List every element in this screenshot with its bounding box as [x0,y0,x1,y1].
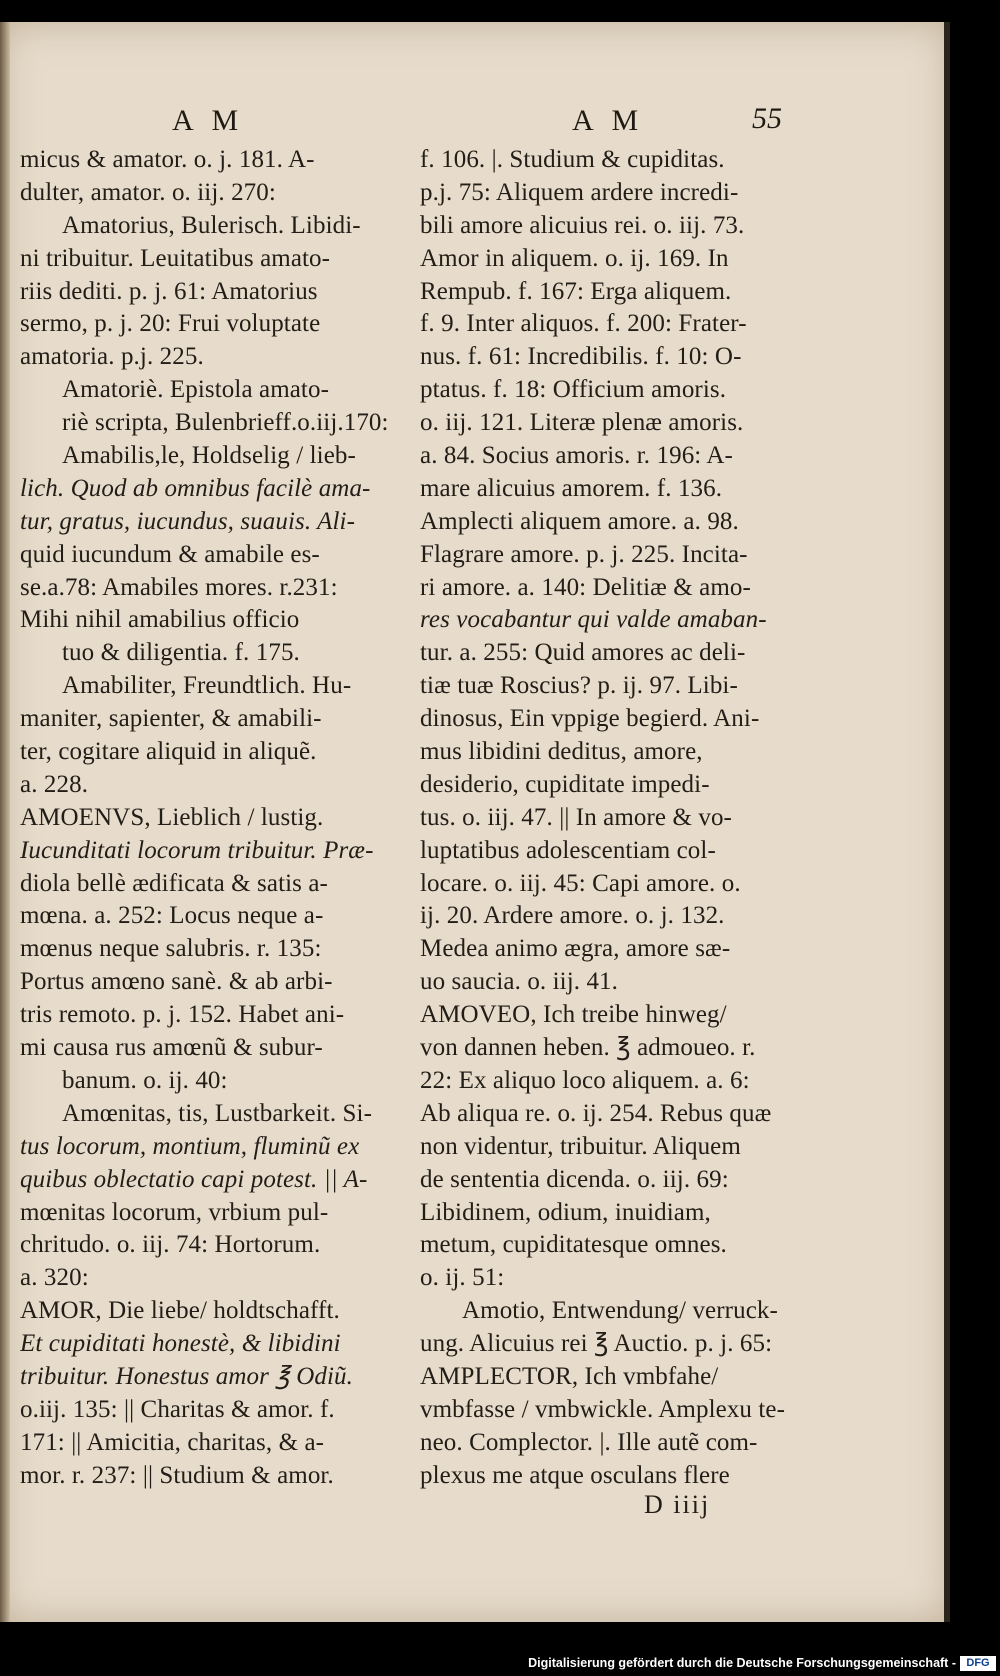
text-line: dinosus, Ein vppige begierd. Ani- [420,705,760,733]
text-line: AMOENVS, Lieblich / lustig. [20,803,324,831]
text-line: se.a.78: Amabiles mores. r.231: [20,573,338,601]
text-line: banum. o. ij. 40: [62,1066,228,1094]
text-line: lich. Quod ab omnibus facilè ama- [20,474,371,502]
text-line: AMPLECTOR, Ich vmbfahe/ [420,1362,719,1390]
running-header-left: A M [172,104,245,137]
signature-mark: D iiij [644,1490,711,1519]
text-line: Amotio, Entwendung/ verruck- [462,1297,778,1325]
text-line: Amatorius, Bulerisch. Libidi- [62,211,361,239]
text-line: maniter, sapienter, & amabili- [20,705,322,733]
text-line: ij. 20. Ardere amore. o. j. 132. [420,902,725,930]
text-line: o. iij. 121. Literæ plenæ amoris. [420,409,744,437]
text-line: f. 106. |. Studium & cupiditas. [420,146,725,173]
text-line: metum, cupiditatesque omnes. [420,1231,727,1259]
text-line: quibus oblectatio capi potest. || A- [20,1165,368,1193]
page-number: 55 [752,102,782,135]
text-line: Mihi nihil amabilius officio [20,606,300,634]
text-line: mor. r. 237: || Studium & amor. [20,1461,334,1489]
text-line: uo saucia. o. iij. 41. [420,968,619,996]
text-line: 171: || Amicitia, charitas, & a- [20,1428,325,1456]
page-edge [944,22,950,1622]
text-line: plexus me atque osculans flere [420,1461,730,1489]
text-line: mœna. a. 252: Locus neque a- [20,902,324,930]
text-line: mœnitas locorum, vrbium pul- [20,1198,329,1226]
dfg-logo: DFG [960,1656,996,1671]
text-line: ri amore. a. 140: Delitiæ & amo- [420,573,751,601]
text-line: 22: Ex aliquo loco aliquem. a. 6: [420,1066,750,1094]
text-line: ni tribuitur. Leuitatibus amato- [20,244,331,272]
text-line: Libidinem, odium, inuidiam, [420,1198,711,1226]
text-line: Iucunditati locorum tribuitur. Præ- [20,836,374,864]
text-line: tribuitur. Honestus amor ℥ Odiũ. [20,1362,353,1390]
text-line: Amplecti aliquem amore. a. 98. [420,507,739,535]
text-line: ung. Alicuius rei ℥ Auctio. p. j. 65: [420,1330,773,1358]
text-line: tris remoto. p. j. 152. Habet ani- [20,1001,345,1029]
text-line: tus. o. iij. 47. || In amore & vo- [420,803,732,831]
text-line: AMOR, Die liebe/ holdtschafft. [20,1297,340,1325]
text-line: a. 84. Socius amoris. r. 196: A- [420,442,733,470]
scanned-page [0,22,950,1622]
text-line: diola bellè ædificata & satis a- [20,869,328,897]
text-line: amatoria. p.j. 225. [20,343,204,371]
text-line: Amabilis,le, Holdselig / lieb- [62,442,356,470]
text-line: mœnus neque salubris. r. 135: [20,935,322,963]
text-line: Et cupiditati honestè, & libidini [20,1330,341,1358]
text-line: Medea animo ægra, amore sæ- [420,935,731,963]
text-column-right [420,144,826,1493]
text-line: Flagrare amore. p. j. 225. Incita- [420,540,748,568]
text-line: res vocabantur qui valde amaban- [420,606,767,634]
footer-credit: Digitalisierung gefördert durch die Deutsche Forschungsgemeinschaft - [528,1656,956,1670]
text-line: o. ij. 51: [420,1264,505,1292]
text-line: Amor in aliquem. o. ij. 169. In [420,244,729,272]
page-spine-shadow [0,22,10,1622]
text-line: mare alicuius amorem. f. 136. [420,474,723,502]
text-line: a. 228. [20,770,89,798]
text-line: von dannen heben. ℥ admoueo. r. [420,1034,756,1062]
text-line: a. 320: [20,1264,89,1292]
text-line: quid iucundum & amabile es- [20,540,320,568]
text-line: nus. f. 61: Incredibilis. f. 10: O- [420,343,742,371]
text-line: Portus amœno sanè. & ab arbi- [20,968,333,996]
text-line: tur, gratus, iucundus, suauis. Ali- [20,507,356,535]
text-line: ptatus. f. 18: Officium amoris. [420,376,727,404]
text-line: bili amore alicuius rei. o. iij. 73. [420,211,745,239]
text-line: Ab aliqua re. o. ij. 254. Rebus quæ [420,1099,772,1127]
text-line: o.iij. 135: || Charitas & amor. f. [20,1395,335,1423]
text-line: sermo, p. j. 20: Frui voluptate [20,310,321,338]
text-line: tiæ tuæ Roscius? p. ij. 97. Libi- [420,672,738,700]
text-line: micus & amator. o. j. 181. A- [20,146,315,173]
text-line: AMOVEO, Ich treibe hinweg/ [420,1001,727,1029]
footer-bar [0,1652,1000,1676]
text-line: f. 9. Inter aliquos. f. 200: Frater- [420,310,747,338]
text-line: Amœnitas, tis, Lustbarkeit. Si- [62,1099,373,1127]
text-column-left [20,144,438,1493]
text-line: tur. a. 255: Quid amores ac deli- [420,639,746,667]
text-line: riis dediti. p. j. 61: Amatorius [20,277,318,305]
text-line: de sententia dicenda. o. iij. 69: [420,1165,729,1193]
text-line: tus locorum, montium, fluminũ ex [20,1132,360,1160]
text-line: mus libidini deditus, amore, [420,738,703,766]
text-line: desiderio, cupiditate impedi- [420,770,710,798]
text-line: Rempub. f. 167: Erga aliquem. [420,277,732,305]
text-line: vmbfasse / vmbwickle. Amplexu te- [420,1395,786,1423]
text-line: Amatoriè. Epistola amato- [62,376,330,404]
text-line: locare. o. iij. 45: Capi amore. o. [420,869,741,897]
text-line: luptatibus adolescentiam col- [420,836,716,864]
text-line: non videntur, tribuitur. Aliquem [420,1132,741,1160]
text-line: tuo & diligentia. f. 175. [62,639,300,667]
text-line: riè scripta, Bulenbrieff.o.iij.170: [62,409,389,437]
text-line: mi causa rus amœnũ & subur- [20,1034,323,1062]
text-line: Amabiliter, Freundtlich. Hu- [62,672,352,700]
text-line: chritudo. o. iij. 74: Hortorum. [20,1231,321,1259]
text-line: dulter, amator. o. iij. 270: [20,178,276,206]
text-line: neo. Complector. |. Ille autẽ com- [420,1428,758,1456]
text-line: p.j. 75: Aliquem ardere incredi- [420,178,739,206]
text-line: ter, cogitare aliquid in aliquẽ. [20,738,317,766]
running-header-center: A M [572,104,645,137]
